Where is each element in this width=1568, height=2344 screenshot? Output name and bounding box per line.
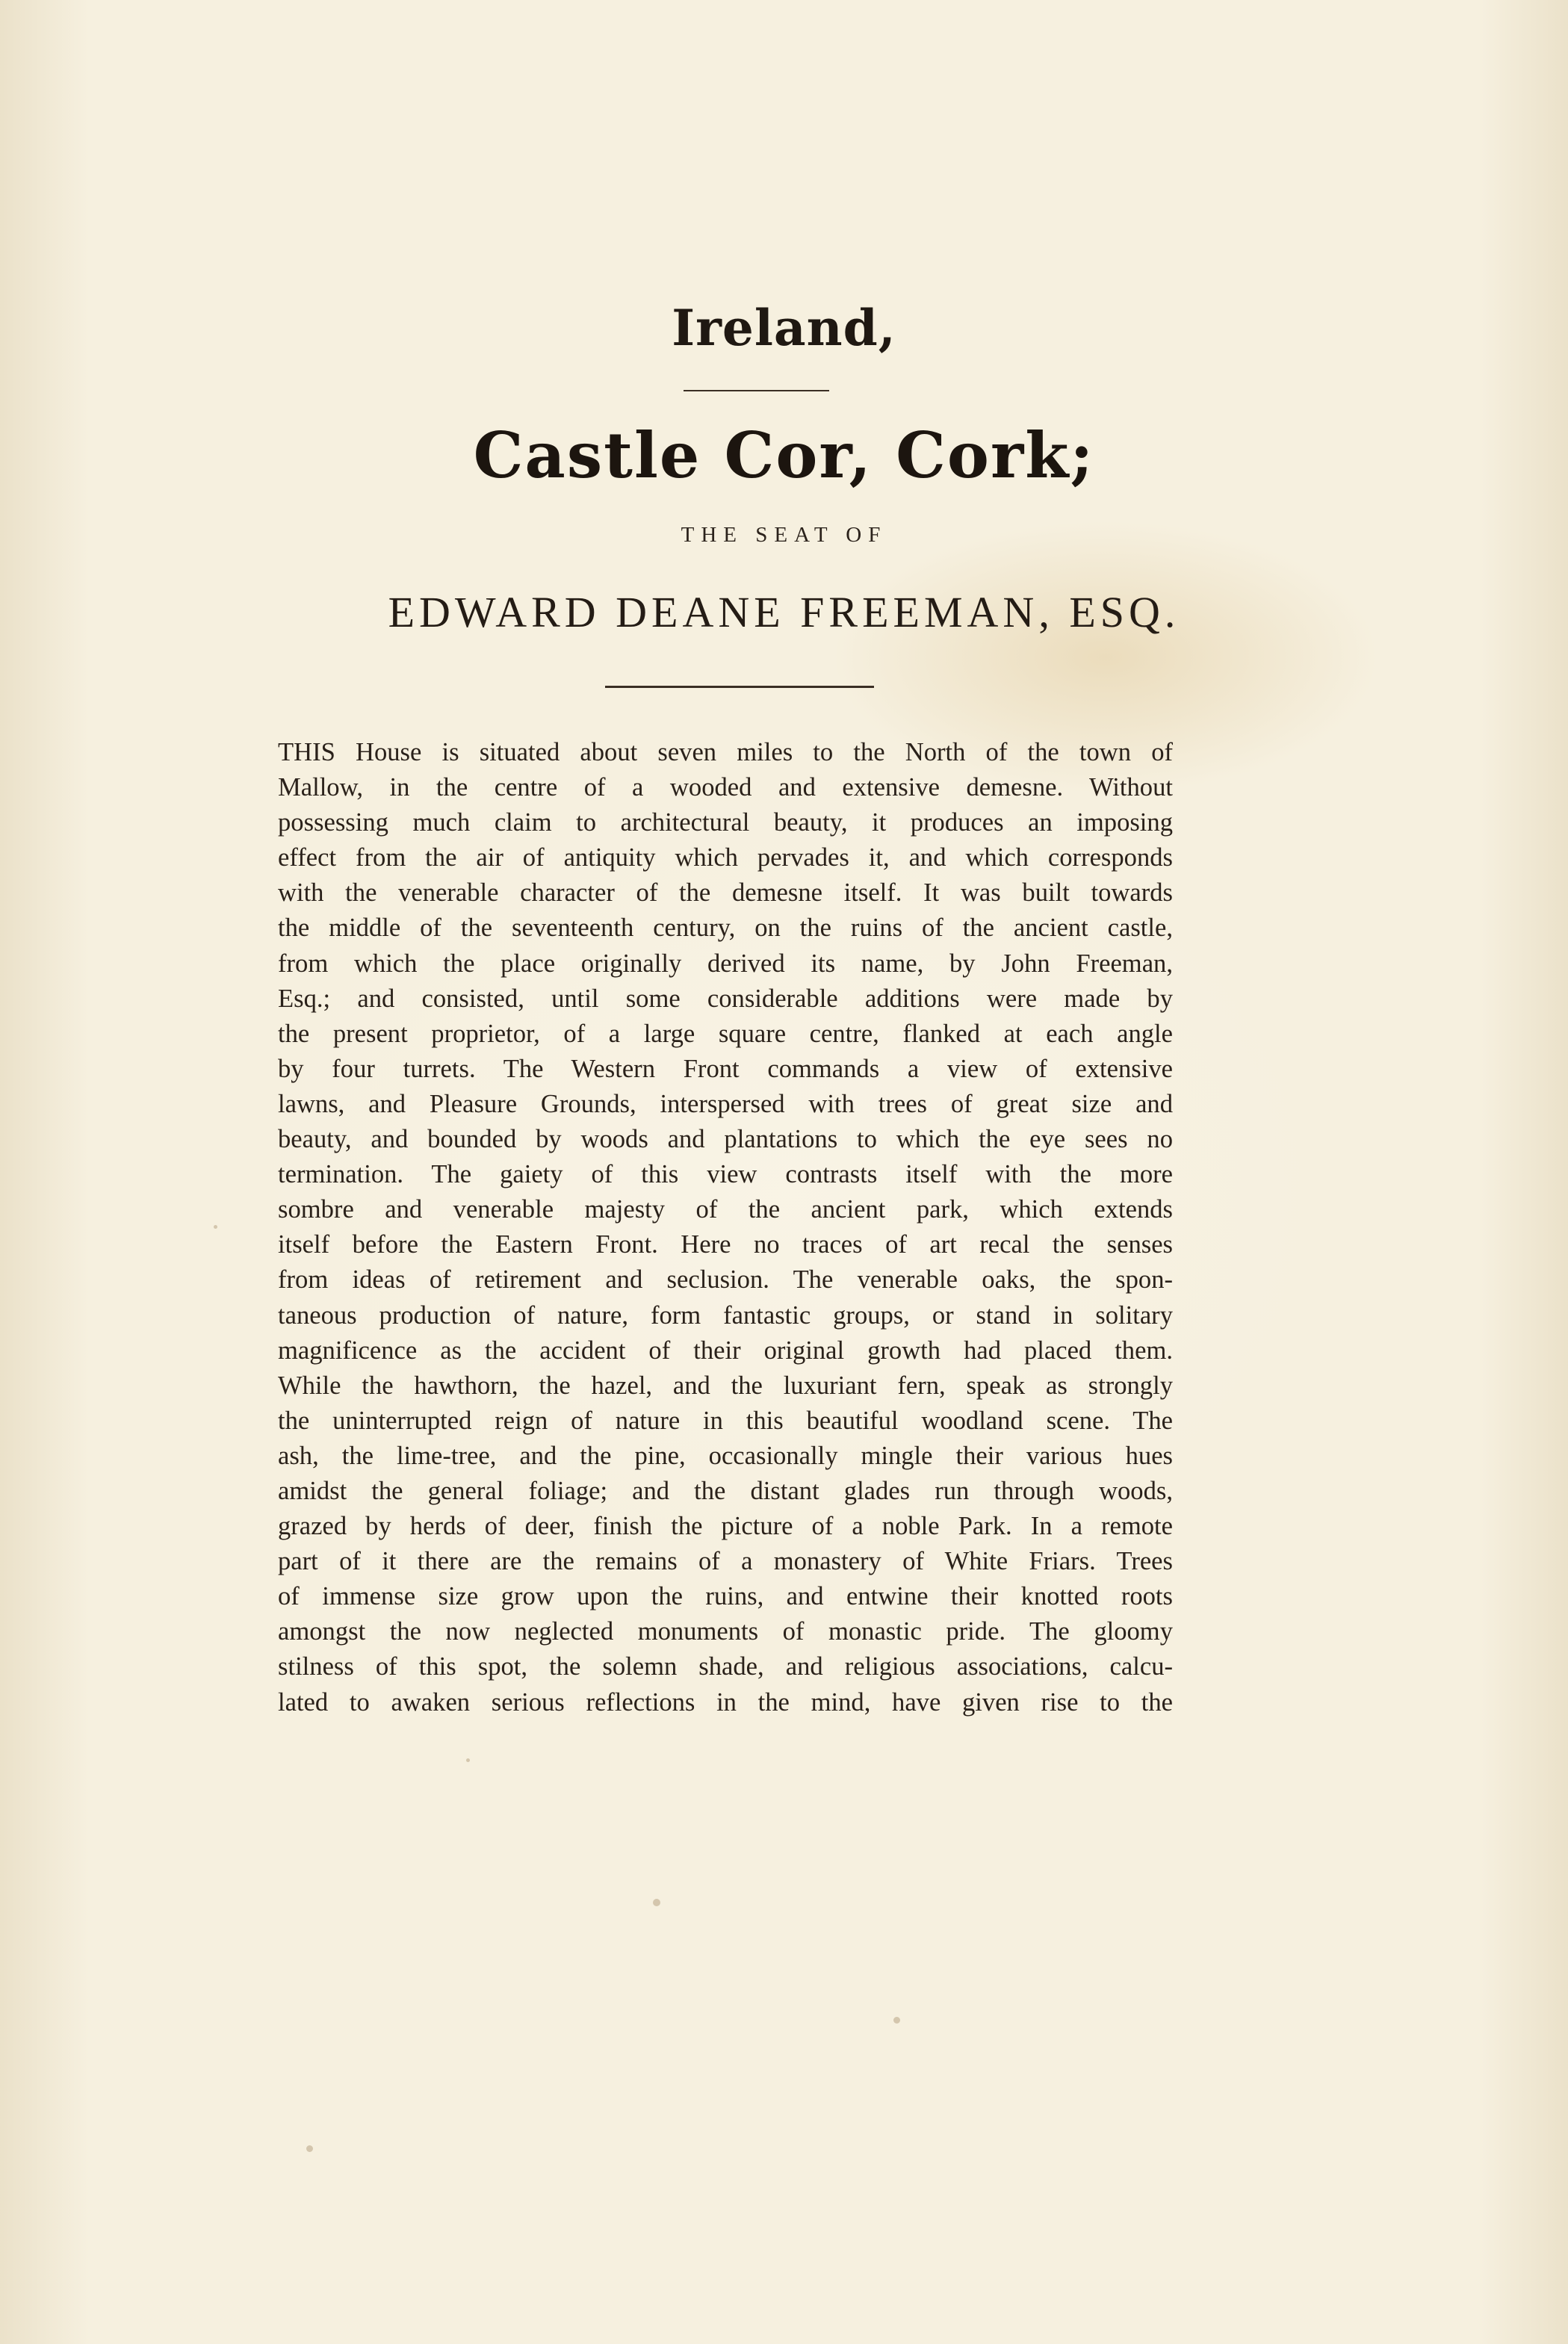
body-line: stilness of this spot, the solemn shade, and religious associations, calcu- <box>278 1652 1173 1681</box>
body-line: taneous production of nature, form fantastic groups, or stand in solitary <box>278 1300 1173 1330</box>
body-line: magnificence as the accident of their original growth had placed them. <box>278 1336 1173 1365</box>
body-line: possessing much claim to architectural beauty, it produces an imposing <box>278 808 1173 837</box>
heading-divider <box>684 390 829 391</box>
paper-speck <box>893 2017 900 2024</box>
body-line: ash, the lime-tree, and the pine, occasionally mingle their various hues <box>278 1441 1173 1470</box>
body-line: THIS House is situated about seven miles to the North of the town of <box>278 738 1173 766</box>
body-line: lated to awaken serious reflections in the mind, have given rise to the <box>278 1687 1173 1717</box>
body-line: from ideas of retirement and seclusion. The venerable oaks, the spon- <box>278 1265 1173 1295</box>
body-line: itself before the Eastern Front. Here no traces of art recal the senses <box>278 1230 1173 1259</box>
body-line: of immense size grow upon the ruins, and entwine their knotted roots <box>278 1582 1173 1611</box>
body-paragraph <box>278 735 1173 1720</box>
body-line: the middle of the seventeenth century, on the ruins of the ancient castle, <box>278 914 1173 943</box>
paper-speck <box>214 1225 217 1229</box>
title-divider <box>605 686 874 688</box>
body-line: Mallow, in the centre of a wooded and extensive demesne. Without <box>278 773 1173 802</box>
body-line: Esq.; and consisted, until some considerable additions were made by <box>278 984 1173 1013</box>
body-line: termination. The gaiety of this view contrasts itself with the more <box>278 1160 1173 1189</box>
body-line: by four turrets. The Western Front commands a view of extensive <box>278 1054 1173 1083</box>
estate-title: Castle Cor, Cork; <box>473 418 1095 492</box>
body-line: from which the place originally derived its name, by John Freeman, <box>278 949 1173 978</box>
body-line: amongst the now neglected monuments of monastic pride. The gloomy <box>278 1617 1173 1646</box>
body-line: While the hawthorn, the hazel, and the luxuriant fern, speak as strongly <box>278 1371 1173 1400</box>
body-line: lawns, and Pleasure Grounds, interspersed with trees of great size and <box>278 1089 1173 1118</box>
owner-name: EDWARD DEANE FREEMAN, ESQ. <box>388 588 1180 636</box>
paper-speck <box>653 1899 660 1906</box>
paper-speck <box>466 1758 470 1762</box>
country-heading: Ireland, <box>672 299 896 357</box>
seat-of-label: THE SEAT OF <box>681 523 887 547</box>
body-line: effect from the air of antiquity which pervades it, and which corresponds <box>278 843 1173 872</box>
body-line: the uninterrupted reign of nature in this beautiful woodland scene. The <box>278 1406 1173 1435</box>
body-line: sombre and venerable majesty of the ancient park, which extends <box>278 1195 1173 1224</box>
body-line: amidst the general foliage; and the distant glades run through woods, <box>278 1476 1173 1505</box>
body-line: with the venerable character of the demesne itself. It was built towards <box>278 878 1173 908</box>
body-line: grazed by herds of deer, finish the picture of a noble Park. In a remote <box>278 1512 1173 1541</box>
body-line: the present proprietor, of a large square centre, flanked at each angle <box>278 1019 1173 1048</box>
body-line: beauty, and bounded by woods and plantations to which the eye sees no <box>278 1125 1173 1154</box>
body-line: part of it there are the remains of a monastery of White Friars. Trees <box>278 1547 1173 1576</box>
paper-speck <box>306 2145 313 2152</box>
